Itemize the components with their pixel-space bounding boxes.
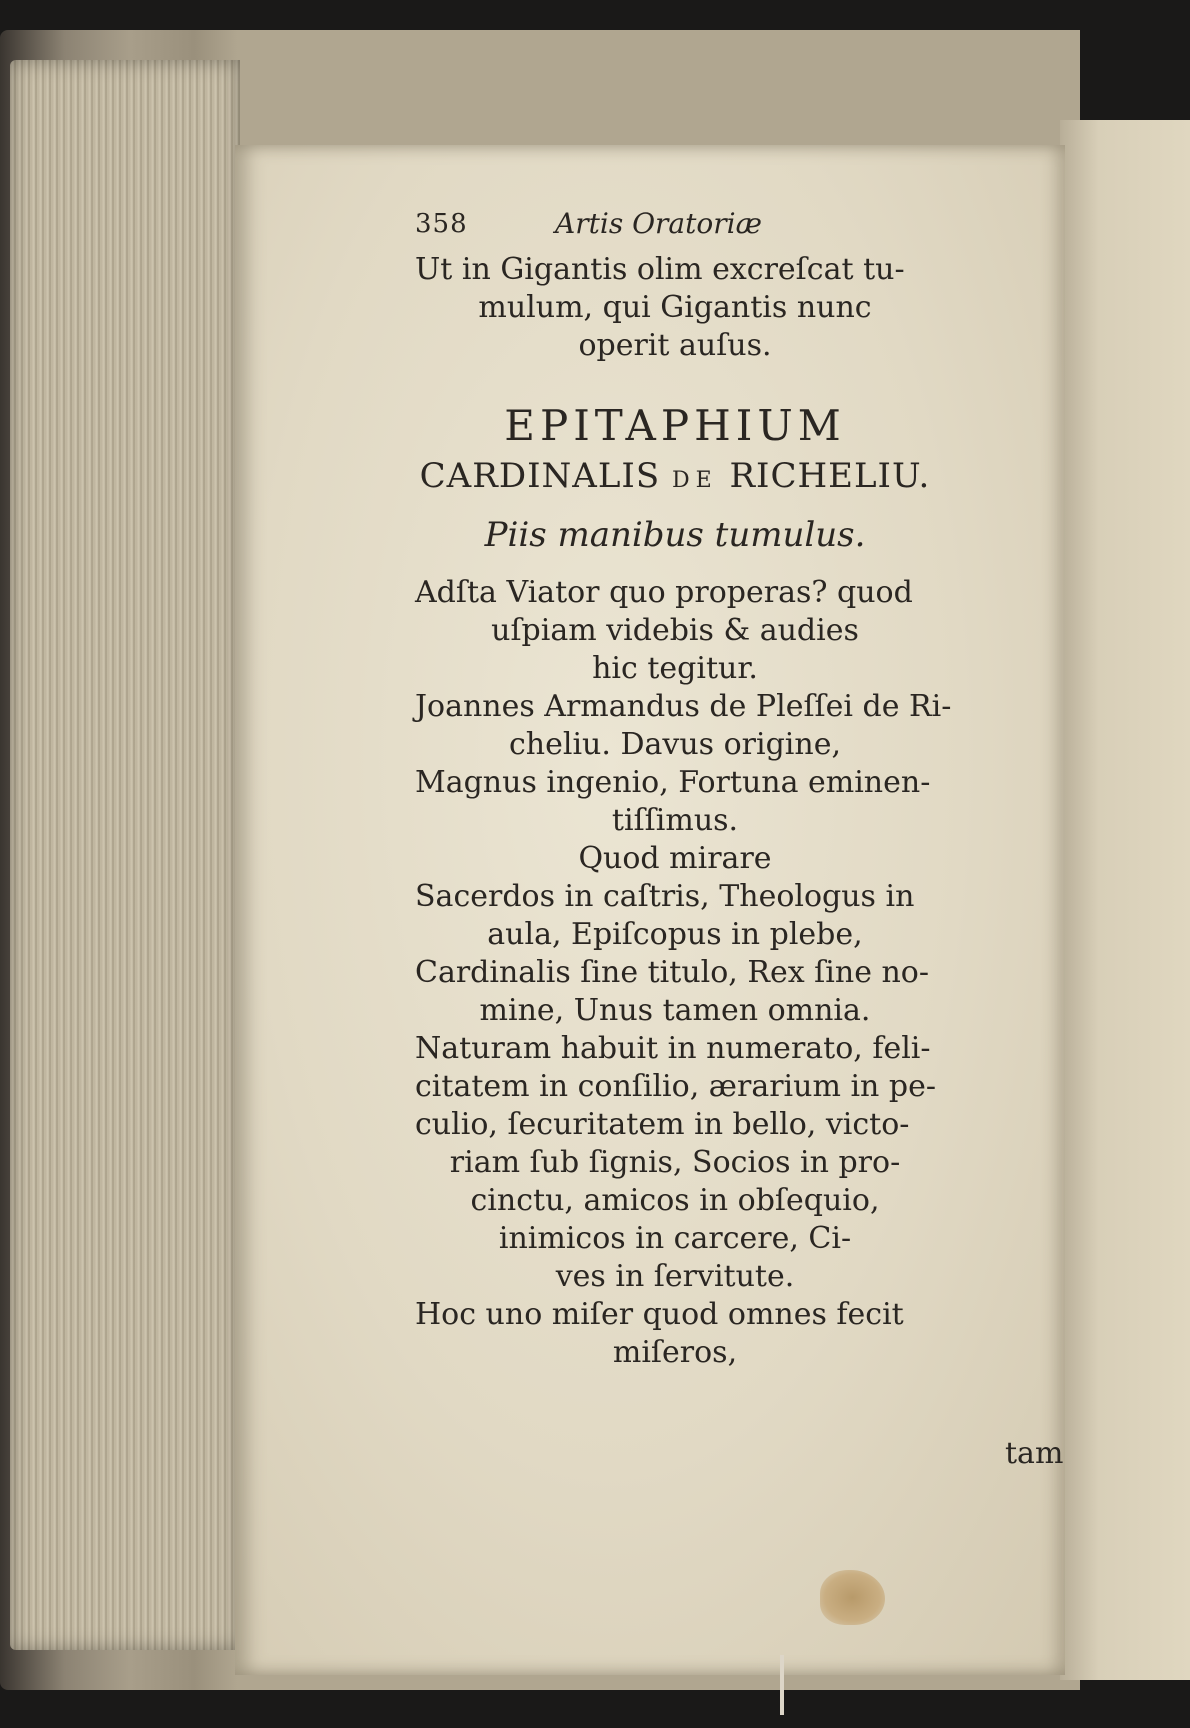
text-line: miſeros,: [612, 1335, 738, 1370]
text-line: cheliu. Davus origine,: [508, 727, 841, 762]
page-edges: [10, 60, 240, 1650]
text-line: Joannes Armandus de Pleſſei de Ri-: [415, 689, 952, 724]
text-line: uſpiam videbis & audies: [491, 613, 859, 648]
text-line: Cardinalis ſine titulo, Rex ſine no-: [415, 955, 929, 990]
text-line: operit auſus.: [578, 328, 772, 363]
page-text: [415, 205, 1064, 1471]
bookmark-thread: [780, 1655, 784, 1715]
epitaph-subtitle: [415, 451, 935, 506]
text-line: mulum, qui Gigantis nunc: [478, 290, 872, 325]
text-line: culio, ſecuritatem in bello, victo-: [415, 1107, 910, 1142]
text-line: Naturam habuit in numerato, feli-: [415, 1031, 931, 1066]
epitaph-title: EPITAPHIUM: [504, 401, 846, 450]
book-page: [235, 145, 1065, 1675]
subtitle-small: DE: [671, 468, 718, 493]
text-line: ves in ſervitute.: [555, 1259, 795, 1294]
subtitle-part: RICHELIU.: [729, 456, 931, 496]
text-line: citatem in conſilio, ærarium in pe-: [415, 1069, 937, 1104]
text-line: inimicos in carcere, Ci-: [498, 1221, 852, 1256]
text-line: Ut in Gigantis olim excreſcat tu-: [415, 252, 905, 287]
text-line: riam ſub ſignis, Socios in pro-: [449, 1145, 901, 1180]
running-head: Artis Oratoriæ: [555, 207, 762, 240]
epitaph-body: [415, 574, 952, 1372]
dedication: Piis manibus tumulus.: [484, 515, 866, 555]
page-header: [415, 205, 935, 249]
page-stain: [820, 1570, 885, 1625]
catchword: tam: [1005, 1436, 1064, 1471]
text-line: Quod mirare: [578, 841, 772, 876]
page-number: 358: [415, 209, 468, 239]
text-line: Adſta Viator quo properas? quod: [415, 575, 913, 610]
text-line: Hoc uno miſer quod omnes fecit: [415, 1297, 904, 1332]
subtitle-part: CARDINALIS: [419, 456, 661, 496]
intro-verse: [415, 251, 935, 365]
text-line: tiſſimus.: [611, 803, 739, 838]
text-line: mine, Unus tamen omnia.: [479, 993, 871, 1028]
text-line: aula, Epiſcopus in plebe,: [487, 917, 863, 952]
facing-page: [1060, 120, 1190, 1680]
text-line: Magnus ingenio, Fortuna eminen-: [415, 765, 931, 800]
text-line: Sacerdos in caſtris, Theologus in: [415, 879, 915, 914]
text-line: cinctu, amicos in obſequio,: [470, 1183, 880, 1218]
text-line: hic tegitur.: [592, 651, 758, 686]
